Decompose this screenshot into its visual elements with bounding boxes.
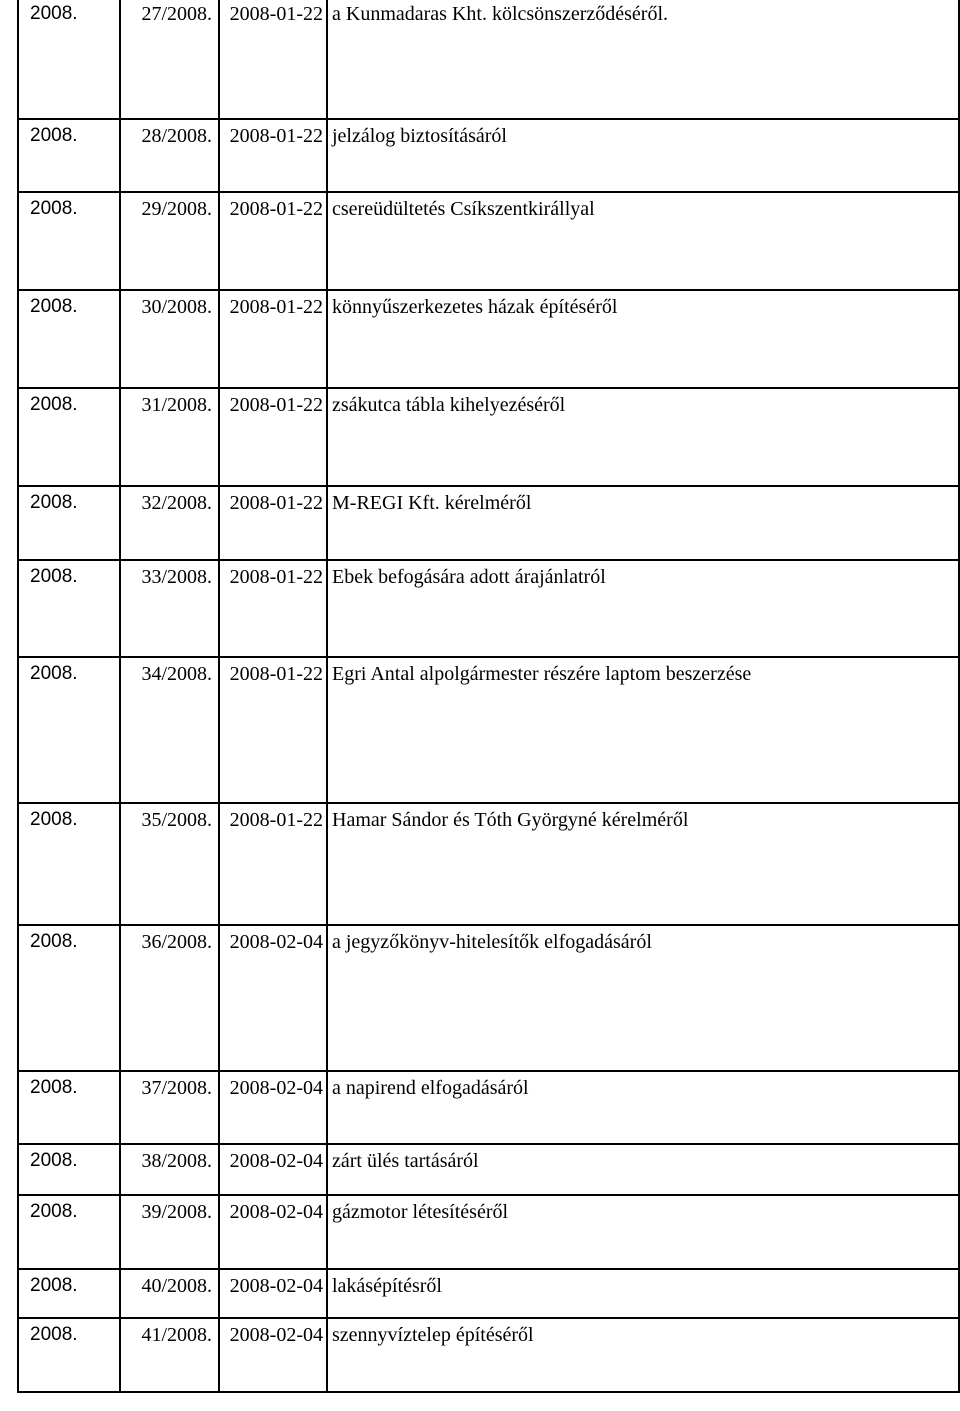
- resolution-number-cell: 31/2008.: [120, 388, 219, 486]
- resolution-number-cell: 30/2008.: [120, 290, 219, 388]
- date-cell: 2008-01-22: [219, 657, 327, 803]
- resolution-number-cell: 41/2008.: [120, 1318, 219, 1392]
- subject-cell: zárt ülés tartásáról: [327, 1144, 959, 1195]
- date-cell: 2008-01-22: [219, 486, 327, 560]
- date-cell: 2008-01-22: [219, 192, 327, 290]
- year-cell: 2008.: [18, 560, 120, 657]
- year-cell: 2008.: [18, 657, 120, 803]
- year-cell: 2008.: [18, 1144, 120, 1195]
- date-cell: 2008-01-22: [219, 0, 327, 119]
- year-cell: 2008.: [18, 0, 120, 119]
- date-cell: 2008-01-22: [219, 803, 327, 925]
- year-cell: 2008.: [18, 1071, 120, 1144]
- subject-cell: csereüdültetés Csíkszentkirállyal: [327, 192, 959, 290]
- year-cell: 2008.: [18, 290, 120, 388]
- resolution-number-cell: 34/2008.: [120, 657, 219, 803]
- resolution-number-cell: 32/2008.: [120, 486, 219, 560]
- subject-cell: szennyvíztelep építéséről: [327, 1318, 959, 1392]
- table-row: [18, 388, 959, 486]
- year-cell: 2008.: [18, 388, 120, 486]
- year-cell: 2008.: [18, 119, 120, 192]
- date-cell: 2008-01-22: [219, 119, 327, 192]
- subject-cell: a napirend elfogadásáról: [327, 1071, 959, 1144]
- date-cell: 2008-02-04: [219, 1144, 327, 1195]
- table-row: [18, 925, 959, 1071]
- subject-cell: a Kunmadaras Kht. kölcsönszerződéséről.: [327, 0, 959, 119]
- table-row: [18, 1269, 959, 1318]
- subject-cell: Ebek befogására adott árajánlatról: [327, 560, 959, 657]
- resolution-number-cell: 28/2008.: [120, 119, 219, 192]
- subject-cell: lakásépítésről: [327, 1269, 959, 1318]
- resolution-number-cell: 35/2008.: [120, 803, 219, 925]
- resolution-number-cell: 38/2008.: [120, 1144, 219, 1195]
- resolution-number-cell: 40/2008.: [120, 1269, 219, 1318]
- table-row: [18, 486, 959, 560]
- subject-cell: Egri Antal alpolgármester részére laptom beszerzése: [327, 657, 959, 803]
- subject-cell: könnyűszerkezetes házak építéséről: [327, 290, 959, 388]
- year-cell: 2008.: [18, 1195, 120, 1269]
- table-row: [18, 657, 959, 803]
- subject-cell: Hamar Sándor és Tóth Györgyné kérelméről: [327, 803, 959, 925]
- table-row: [18, 1144, 959, 1195]
- date-cell: 2008-02-04: [219, 1071, 327, 1144]
- table-row: [18, 803, 959, 925]
- table-row: [18, 0, 959, 119]
- table-row: [18, 1318, 959, 1392]
- subject-cell: a jegyzőkönyv-hitelesítők elfogadásáról: [327, 925, 959, 1071]
- table-row: [18, 290, 959, 388]
- date-cell: 2008-02-04: [219, 1195, 327, 1269]
- resolution-number-cell: 37/2008.: [120, 1071, 219, 1144]
- date-cell: 2008-01-22: [219, 388, 327, 486]
- resolution-number-cell: 33/2008.: [120, 560, 219, 657]
- year-cell: 2008.: [18, 192, 120, 290]
- year-cell: 2008.: [18, 925, 120, 1071]
- table-row: [18, 560, 959, 657]
- resolution-number-cell: 36/2008.: [120, 925, 219, 1071]
- year-cell: 2008.: [18, 486, 120, 560]
- resolutions-table: [17, 0, 960, 1393]
- date-cell: 2008-02-04: [219, 1269, 327, 1318]
- resolution-number-cell: 27/2008.: [120, 0, 219, 119]
- table-row: [18, 119, 959, 192]
- subject-cell: gázmotor létesítéséről: [327, 1195, 959, 1269]
- resolution-number-cell: 39/2008.: [120, 1195, 219, 1269]
- date-cell: 2008-01-22: [219, 290, 327, 388]
- year-cell: 2008.: [18, 1318, 120, 1392]
- year-cell: 2008.: [18, 1269, 120, 1318]
- table-row: [18, 192, 959, 290]
- date-cell: 2008-02-04: [219, 1318, 327, 1392]
- subject-cell: zsákutca tábla kihelyezéséről: [327, 388, 959, 486]
- table-row: [18, 1071, 959, 1144]
- year-cell: 2008.: [18, 803, 120, 925]
- subject-cell: jelzálog biztosításáról: [327, 119, 959, 192]
- table-row: [18, 1195, 959, 1269]
- subject-cell: M-REGI Kft. kérelméről: [327, 486, 959, 560]
- date-cell: 2008-01-22: [219, 560, 327, 657]
- date-cell: 2008-02-04: [219, 925, 327, 1071]
- resolution-number-cell: 29/2008.: [120, 192, 219, 290]
